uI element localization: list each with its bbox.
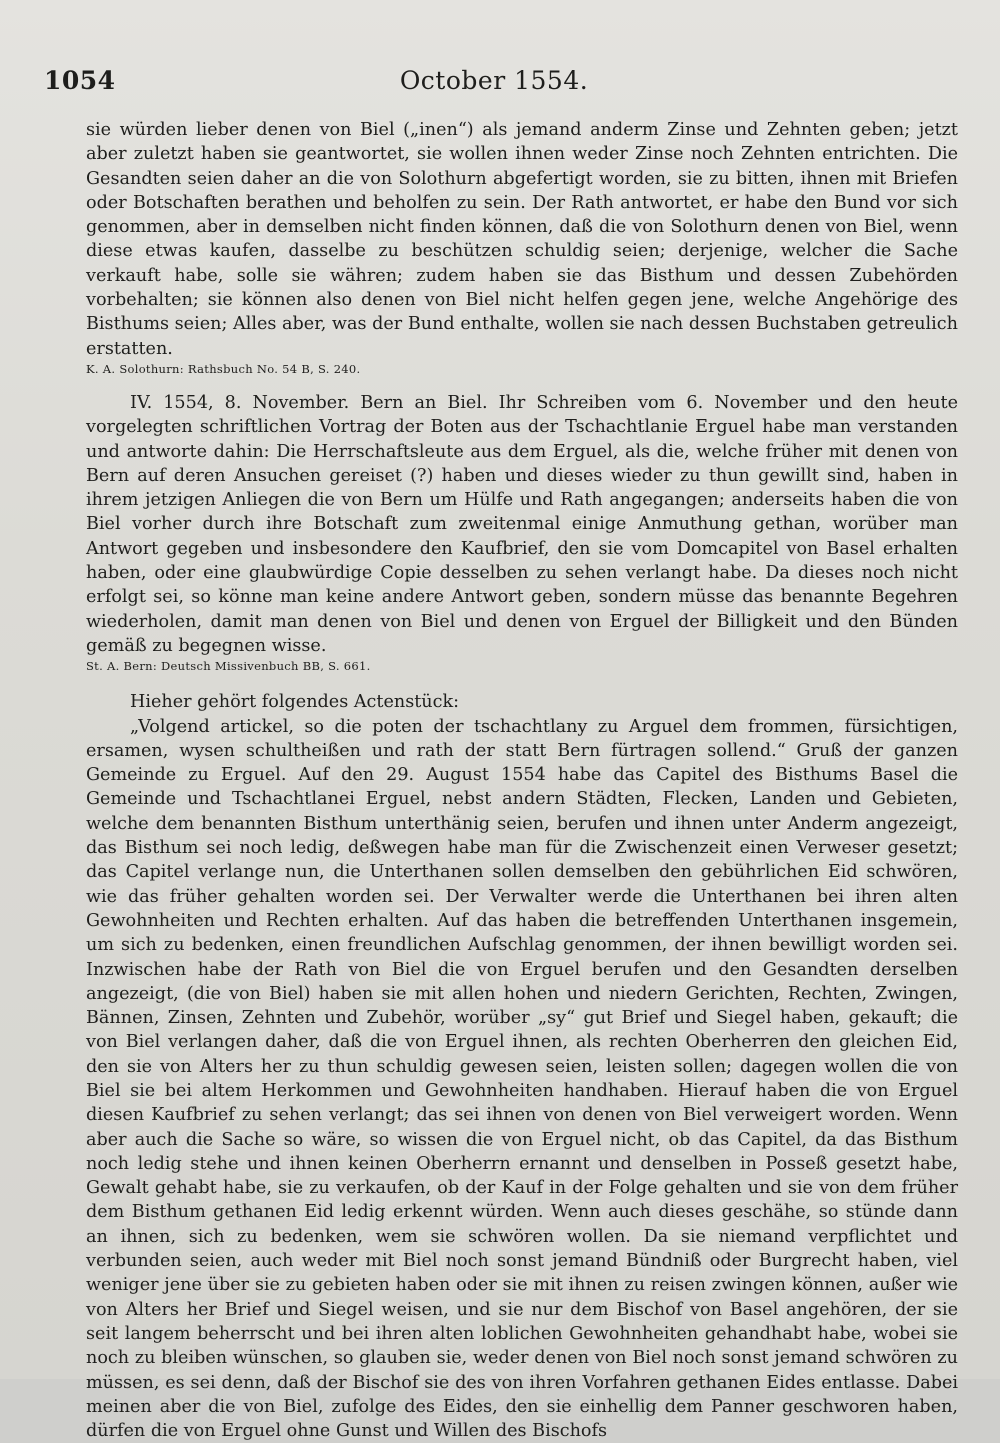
- paragraph-actenstueck: „Volgend artickel, so die poten der tschachtlany zu Arguel dem frommen, fürsichtigen, ersamen, wysen schultheißen und rath der statt Bern fürtragen sollend.“ Gruß der ganzen Gemeinde zu Erguel. Auf den 29. August 1554 habe das Capitel des Bisthums Basel die Gemeinde und Tschachtlanei Erguel, nebst andern Städten, Flecken, Landen und Gebieten, welche dem benannten Bisthum unterthänig seien, berufen und ihnen unter Anderm angezeigt, das Bisthum sei noch ledig, deßwegen habe man für die Zwischenzeit einen Verweser gesetzt; das Capitel verlange nun, die Unterthanen sollen demselben den gebührlichen Eid schwören, wie das früher gehalten worden sei. Der Verwalter werde die Unterthanen bei ihren alten Gewohnheiten und Rechten erhalten. Auf das haben die betreffenden Unterthanen insgemein, um sich zu bedenken, einen freundlichen Aufschlag genommen, der ihnen bewilligt worden sei. Inzwischen habe der Rath von Biel die von Erguel berufen und den Gesandten derselben angezeigt, (die von Biel) haben sie mit allen hohen und niedern Gerichten, Rechten, Zwingen, Bännen, Zinsen, Zehnten und Zubehör, worüber „sy“ gut Brief und Siegel haben, gekauft; die von Biel verlangen daher, daß die von Erguel ihnen, als rechten Oberherren den gleichen Eid, den sie von Alters her zu thun schuldig gewesen seien, leisten sollen; dagegen wollen die von Biel sie bei altem Herkommen und Gewohnheiten handhaben. Hierauf haben die von Erguel diesen Kaufbrief zu sehen verlangt; das sei ihnen von denen von Biel verweigert worden. Wenn aber auch die Sache so wäre, so wissen die von Erguel nicht, ob das Capitel, da das Bisthum noch ledig stehe und ihnen keinen Oberherrn ernannt und denselben in Posseß gesetzt habe, Gewalt gehabt habe, sie zu verkaufen, ob der Kauf in der Folge gehalten und sie von dem früher dem Bisthum gethanen Eid ledig erkennt würden. Wenn auch dieses geschähe, so stünde dann an ihnen, sich zu bedenken, wem sie schwören wollen. Da sie niemand verpflichtet und verbunden seien, auch weder mit Biel noch sonst jemand Bündniß oder Burgrecht haben, viel weniger jene über sie zu gebieten haben oder sie mit ihnen zu reisen zwingen können, außer wie von Alters her Brief und Siegel weisen, und sie nur dem Bischof von Basel angehören, der sie seit langem beherrscht und bei ihren alten loblichen Gewohnheiten gehandhabt habe, wobei sie noch zu bleiben wünschen, so glauben sie, weder denen von Biel noch sonst jemand schwören zu müssen, es sei denn, daß der Bischof sie des von ihren Vorfahren gethanen Eides entlasse. Dabei meinen aber die von Biel, zufolge des Eides, den sie einhellig dem Panner geschworen haben, dürfen die von Erguel ohne Gunst und Willen des Bischofs: [86, 716, 958, 1442]
- paragraph-continuation: sie würden lieber denen von Biel („inen“) als jemand anderm Zinse und Zehnten geben; jetzt aber zuletzt haben sie geantwortet, sie wollen ihnen weder Zinse noch Zehnten entrichten. Die Gesandten seien daher an die von Solothurn abgefertigt worden, sie zu bitten, ihnen mit Briefen oder Botschaften berathen und beholfen zu sein. Der Rath antwortet, er habe den Bund vor sich genommen, aber in demselben nicht finden können, daß die von Solothurn denen von Biel, wenn diese etwas kaufen, dasselbe zu beschützen schuldig seien; derjenige, welcher die Sache verkauft habe, solle sie währen; zudem haben sie das Bisthum und dessen Zubehörden vorbehalten; sie können also denen von Biel nicht helfen gegen jene, welche Angehörige des Bisthums seien; Alles aber, was der Bund enthalte, wollen sie nach dessen Buchstaben getreulich erstatten.: [86, 120, 958, 359]
- section-gap: [86, 377, 958, 391]
- page-header: [44, 66, 944, 106]
- running-title: October 1554.: [399, 66, 589, 95]
- paragraph-entry-iv: IV. 1554, 8. November. Bern an Biel. Ihr Schreiben vom 6. November und den heute vorgelegten schriftlichen Vortrag der Boten aus der Tschachtlanie Erguel habe man verstanden und antworte dahin: Die Herrschaftsleute aus dem Erguel, als die, welche früher mit denen von Bern auf deren Ansuchen gereiset (?) haben und dieses wieder zu thun gewillt sind, haben in ihrem jetzigen Anliegen die von Bern um Hülfe und Rath angegangen; anderseits haben die von Biel vorher durch ihre Botschaft zum zweitenmal einige Anmuthung gethan, worüber man Antwort gegeben und insbesondere den Kaufbrief, den sie vom Domcapitel von Basel erhalten haben, oder eine glaubwürdige Copie desselben zu sehen verlangt habe. Da dieses noch nicht erfolgt sei, so könne man keine andere Antwort geben, sondern müsse das benannte Begehren wiederholen, damit man denen von Biel und denen von Erguel der Billigkeit und den Bünden gemäß zu begegnen wisse.: [86, 392, 958, 656]
- citation-solothurn: K. A. Solothurn: Rathsbuch No. 54 B, S. 240.: [86, 361, 361, 376]
- section-gap: [86, 674, 958, 690]
- page-number: 1054: [44, 66, 116, 95]
- citation-bern: St. A. Bern: Deutsch Missivenbuch BB, S. 661.: [86, 659, 371, 674]
- page-body: [86, 118, 958, 1443]
- document-heading: Hieher gehört folgendes Actenstück:: [130, 692, 460, 713]
